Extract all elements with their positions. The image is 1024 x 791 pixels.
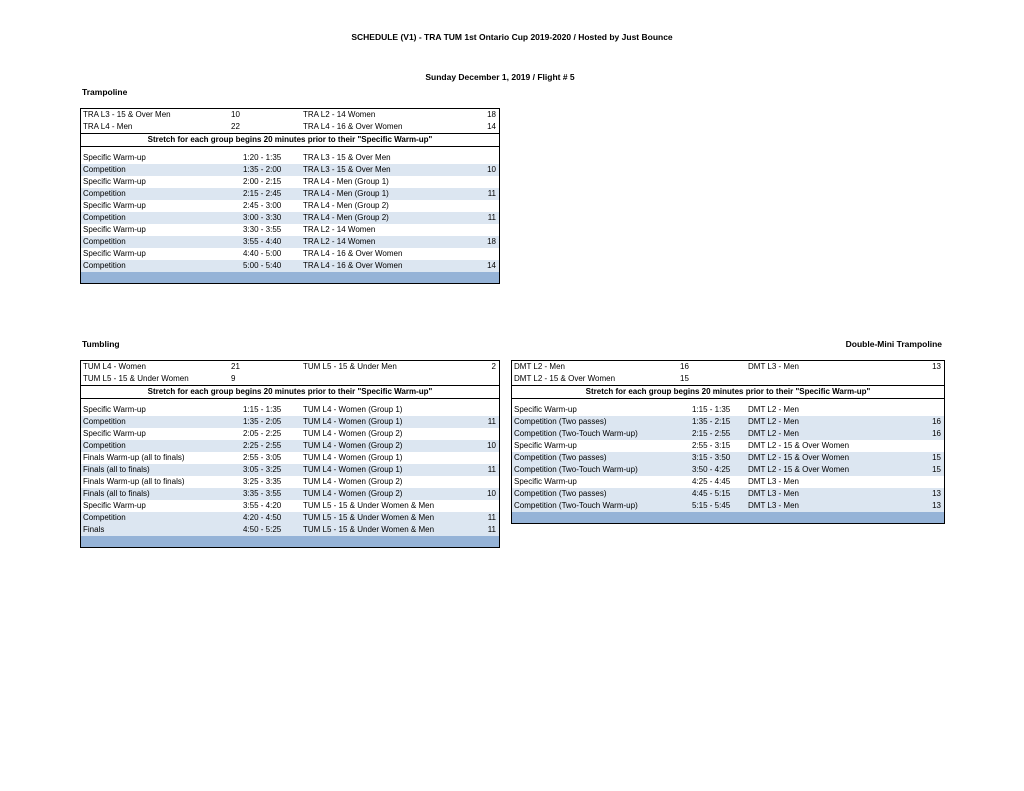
- group-cell: TRA L2 - 14 Women: [303, 225, 376, 234]
- schedule-row: [81, 500, 499, 512]
- schedule-row: [81, 428, 499, 440]
- time-cell: 1:35 - 2:05: [243, 417, 282, 426]
- time-cell: 3:50 - 4:25: [692, 465, 731, 474]
- group-summary-row: [81, 361, 499, 373]
- phase-cell: Specific Warm-up: [83, 501, 146, 510]
- group-name-2: TUM L5 - 15 & Under Men: [303, 362, 397, 371]
- count-cell: 15: [932, 453, 941, 462]
- schedule-row: [81, 260, 499, 272]
- time-cell: 4:20 - 4:50: [243, 513, 282, 522]
- time-cell: 2:05 - 2:25: [243, 429, 282, 438]
- phase-cell: Competition: [83, 213, 126, 222]
- table-footer-bar: [81, 272, 499, 283]
- group-cell: TRA L3 - 15 & Over Men: [303, 153, 391, 162]
- table-footer-bar: [512, 512, 944, 523]
- time-cell: 3:35 - 3:55: [243, 489, 282, 498]
- count-cell: 18: [487, 237, 496, 246]
- group-count: 9: [231, 374, 236, 383]
- phase-cell: Competition (Two passes): [514, 417, 607, 426]
- schedule-row: [512, 440, 944, 452]
- time-cell: 2:25 - 2:55: [243, 441, 282, 450]
- group-cell: TUM L4 - Women (Group 2): [303, 429, 403, 438]
- count-cell: 15: [932, 465, 941, 474]
- schedule-row: [81, 188, 499, 200]
- dmt-schedule-table: [511, 360, 945, 524]
- group-cell: TRA L2 - 14 Women: [303, 237, 376, 246]
- group-cell: DMT L2 - Men: [748, 405, 799, 414]
- group-cell: DMT L2 - Men: [748, 429, 799, 438]
- group-count: 10: [231, 110, 240, 119]
- time-cell: 2:45 - 3:00: [243, 201, 282, 210]
- schedule-row: [512, 428, 944, 440]
- phase-cell: Specific Warm-up: [514, 405, 577, 414]
- group-name-2: TRA L4 - 16 & Over Women: [303, 122, 403, 131]
- group-cell: TUM L4 - Women (Group 1): [303, 453, 403, 462]
- schedule-row: [81, 464, 499, 476]
- phase-cell: Specific Warm-up: [83, 201, 146, 210]
- phase-cell: Specific Warm-up: [83, 249, 146, 258]
- group-name-2: TRA L2 - 14 Women: [303, 110, 376, 119]
- count-cell: 11: [487, 189, 496, 198]
- group-name: DMT L2 - Men: [514, 362, 565, 371]
- group-name: TUM L5 - 15 & Under Women: [83, 374, 189, 383]
- trampoline-label: Trampoline: [82, 87, 128, 97]
- count-cell: 11: [487, 417, 496, 426]
- tumbling-schedule-table: [80, 360, 500, 548]
- time-cell: 2:15 - 2:55: [692, 429, 731, 438]
- stretch-note: Stretch for each group begins 20 minutes prior to their "Specific Warm-up": [512, 385, 944, 399]
- time-cell: 4:25 - 4:45: [692, 477, 731, 486]
- group-cell: TRA L4 - Men (Group 1): [303, 177, 389, 186]
- group-summary-row: [81, 109, 499, 121]
- dmt-label: Double-Mini Trampoline: [845, 339, 942, 349]
- time-cell: 2:00 - 2:15: [243, 177, 282, 186]
- schedule-row: [81, 224, 499, 236]
- group-count: 15: [680, 374, 689, 383]
- group-cell: DMT L3 - Men: [748, 489, 799, 498]
- schedule-row: [81, 476, 499, 488]
- group-summary-row: [81, 373, 499, 385]
- phase-cell: Specific Warm-up: [83, 177, 146, 186]
- group-cell: TRA L3 - 15 & Over Men: [303, 165, 391, 174]
- schedule-row: [81, 416, 499, 428]
- count-cell: 13: [932, 489, 941, 498]
- count-cell: 10: [487, 441, 496, 450]
- schedule-row: [512, 416, 944, 428]
- group-count-2: 2: [491, 362, 496, 371]
- count-cell: 11: [487, 213, 496, 222]
- group-cell: TUM L4 - Women (Group 2): [303, 477, 403, 486]
- count-cell: 13: [932, 501, 941, 510]
- schedule-row: [81, 440, 499, 452]
- time-cell: 3:25 - 3:35: [243, 477, 282, 486]
- group-count-2: 14: [487, 122, 496, 131]
- group-name: TRA L4 - Men: [83, 122, 133, 131]
- group-cell: TRA L4 - Men (Group 2): [303, 213, 389, 222]
- group-cell: TUM L4 - Women (Group 2): [303, 441, 403, 450]
- group-cell: TUM L4 - Women (Group 1): [303, 405, 403, 414]
- group-cell: DMT L3 - Men: [748, 501, 799, 510]
- group-cell: DMT L2 - 15 & Over Women: [748, 441, 850, 450]
- time-cell: 3:00 - 3:30: [243, 213, 282, 222]
- phase-cell: Competition (Two passes): [514, 453, 607, 462]
- group-cell: TUM L5 - 15 & Under Women & Men: [303, 525, 435, 534]
- phase-cell: Finals Warm-up (all to finals): [83, 453, 185, 462]
- time-cell: 5:15 - 5:45: [692, 501, 731, 510]
- schedule-row: [81, 404, 499, 416]
- trampoline-schedule-table: [80, 108, 500, 284]
- document-title: SCHEDULE (V1) - TRA TUM 1st Ontario Cup 2019-2020 / Hosted by Just Bounce: [351, 32, 673, 42]
- time-cell: 3:55 - 4:20: [243, 501, 282, 510]
- phase-cell: Finals (all to finals): [83, 489, 150, 498]
- phase-cell: Competition (Two-Touch Warm-up): [514, 429, 638, 438]
- time-cell: 2:55 - 3:15: [692, 441, 731, 450]
- time-cell: 4:45 - 5:15: [692, 489, 731, 498]
- phase-cell: Competition: [83, 165, 126, 174]
- phase-cell: Competition: [83, 237, 126, 246]
- schedule-row: [512, 488, 944, 500]
- group-summary-row: [512, 373, 944, 385]
- time-cell: 1:15 - 1:35: [692, 405, 731, 414]
- schedule-row: [81, 176, 499, 188]
- schedule-row: [81, 152, 499, 164]
- count-cell: 14: [487, 261, 496, 270]
- schedule-row: [81, 200, 499, 212]
- time-cell: 3:15 - 3:50: [692, 453, 731, 462]
- time-cell: 3:55 - 4:40: [243, 237, 282, 246]
- group-name: DMT L2 - 15 & Over Women: [514, 374, 616, 383]
- phase-cell: Specific Warm-up: [83, 153, 146, 162]
- phase-cell: Competition (Two-Touch Warm-up): [514, 465, 638, 474]
- group-name: TUM L4 - Women: [83, 362, 146, 371]
- phase-cell: Specific Warm-up: [83, 405, 146, 414]
- group-name-2: DMT L3 - Men: [748, 362, 799, 371]
- count-cell: 10: [487, 165, 496, 174]
- phase-cell: Competition: [83, 417, 126, 426]
- group-cell: TUM L4 - Women (Group 1): [303, 417, 403, 426]
- group-count-2: 13: [932, 362, 941, 371]
- schedule-row: [512, 500, 944, 512]
- tumbling-label: Tumbling: [82, 339, 120, 349]
- group-cell: TRA L4 - Men (Group 1): [303, 189, 389, 198]
- count-cell: 16: [932, 417, 941, 426]
- schedule-row: [512, 452, 944, 464]
- schedule-row: [512, 404, 944, 416]
- stretch-note: Stretch for each group begins 20 minutes prior to their "Specific Warm-up": [81, 133, 499, 147]
- phase-cell: Competition: [83, 261, 126, 270]
- schedule-row: [81, 212, 499, 224]
- schedule-row: [81, 236, 499, 248]
- time-cell: 4:50 - 5:25: [243, 525, 282, 534]
- count-cell: 11: [487, 513, 496, 522]
- schedule-row: [81, 512, 499, 524]
- flight-subtitle: Sunday December 1, 2019 / Flight # 5: [425, 72, 575, 82]
- group-count: 22: [231, 122, 240, 131]
- table-footer-bar: [81, 536, 499, 547]
- schedule-row: [81, 452, 499, 464]
- group-cell: TRA L4 - 16 & Over Women: [303, 261, 403, 270]
- phase-cell: Finals (all to finals): [83, 465, 150, 474]
- phase-cell: Specific Warm-up: [83, 225, 146, 234]
- phase-cell: Competition (Two-Touch Warm-up): [514, 501, 638, 510]
- time-cell: 1:20 - 1:35: [243, 153, 282, 162]
- group-cell: TRA L4 - Men (Group 2): [303, 201, 389, 210]
- schedule-row: [512, 464, 944, 476]
- phase-cell: Competition: [83, 189, 126, 198]
- group-cell: TUM L4 - Women (Group 1): [303, 465, 403, 474]
- count-cell: 11: [487, 525, 496, 534]
- group-cell: TUM L5 - 15 & Under Women & Men: [303, 513, 435, 522]
- phase-cell: Competition: [83, 513, 126, 522]
- count-cell: 16: [932, 429, 941, 438]
- stretch-note: Stretch for each group begins 20 minutes prior to their "Specific Warm-up": [81, 385, 499, 399]
- group-count: 16: [680, 362, 689, 371]
- count-cell: 11: [487, 465, 496, 474]
- count-cell: 10: [487, 489, 496, 498]
- time-cell: 1:35 - 2:00: [243, 165, 282, 174]
- group-count-2: 18: [487, 110, 496, 119]
- time-cell: 2:55 - 3:05: [243, 453, 282, 462]
- time-cell: 5:00 - 5:40: [243, 261, 282, 270]
- time-cell: 1:15 - 1:35: [243, 405, 282, 414]
- phase-cell: Competition: [83, 441, 126, 450]
- group-summary-row: [81, 121, 499, 133]
- schedule-row: [81, 164, 499, 176]
- group-name: TRA L3 - 15 & Over Men: [83, 110, 171, 119]
- group-summary-row: [512, 361, 944, 373]
- time-cell: 2:15 - 2:45: [243, 189, 282, 198]
- phase-cell: Finals Warm-up (all to finals): [83, 477, 185, 486]
- phase-cell: Finals: [83, 525, 105, 534]
- group-count: 21: [231, 362, 240, 371]
- phase-cell: Specific Warm-up: [83, 429, 146, 438]
- group-cell: TUM L4 - Women (Group 2): [303, 489, 403, 498]
- schedule-row: [81, 488, 499, 500]
- phase-cell: Specific Warm-up: [514, 477, 577, 486]
- time-cell: 3:30 - 3:55: [243, 225, 282, 234]
- time-cell: 4:40 - 5:00: [243, 249, 282, 258]
- phase-cell: Specific Warm-up: [514, 441, 577, 450]
- schedule-row: [512, 476, 944, 488]
- group-cell: TRA L4 - 16 & Over Women: [303, 249, 403, 258]
- group-cell: DMT L2 - 15 & Over Women: [748, 453, 850, 462]
- time-cell: 3:05 - 3:25: [243, 465, 282, 474]
- schedule-row: [81, 248, 499, 260]
- group-cell: DMT L3 - Men: [748, 477, 799, 486]
- group-cell: DMT L2 - Men: [748, 417, 799, 426]
- time-cell: 1:35 - 2:15: [692, 417, 731, 426]
- group-cell: DMT L2 - 15 & Over Women: [748, 465, 850, 474]
- group-cell: TUM L5 - 15 & Under Women & Men: [303, 501, 435, 510]
- phase-cell: Competition (Two passes): [514, 489, 607, 498]
- schedule-row: [81, 524, 499, 536]
